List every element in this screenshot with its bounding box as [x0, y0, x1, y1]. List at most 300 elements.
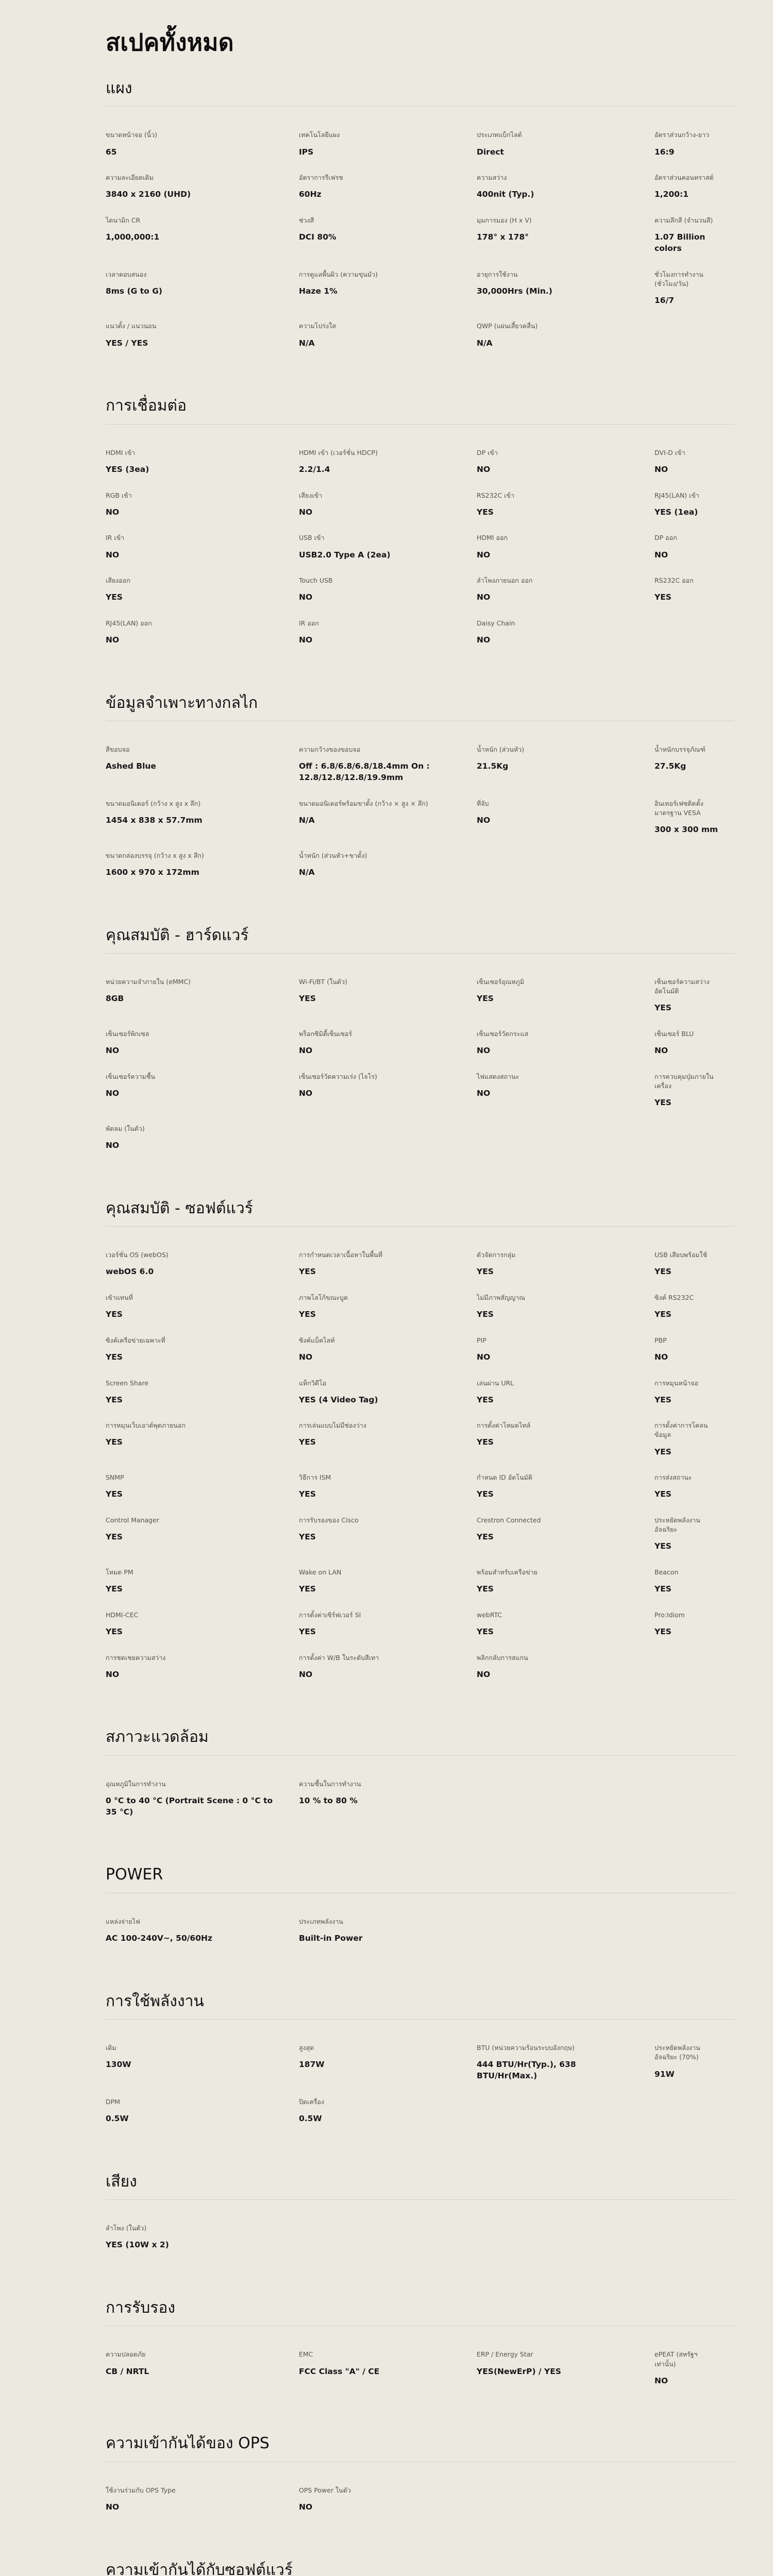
- spec-item-label: PIP: [477, 1336, 486, 1344]
- spec-grid: [106, 2224, 734, 2266]
- spec-item: [106, 216, 299, 270]
- spec-item: [477, 491, 654, 534]
- spec-item: [106, 2486, 299, 2529]
- spec-item: [477, 1568, 654, 1611]
- spec-item-value: 1.07 Billion colors: [654, 232, 705, 253]
- spec-item-label: ประหยัดพลังงานอัจฉริยะ (70%): [654, 2044, 700, 2061]
- spec-item-label: HDMI เข้า (เวอร์ชั่น HDCP): [299, 448, 378, 456]
- spec-item-label: การส่งสถานะ: [654, 1473, 692, 1482]
- spec-item-label: เซ็นเซอร์ความชื้น: [106, 1072, 155, 1080]
- spec-item-label: แหล่งจ่ายไฟ: [106, 1917, 140, 1925]
- spec-item-label: การกำหนดเวลาเนื้อหาในพื้นที่: [299, 1251, 383, 1259]
- spec-item-label: ไม่มีภาพสัญญาณ: [477, 1293, 525, 1301]
- spec-item-label: Control Manager: [106, 1516, 159, 1524]
- spec-item-value: NO: [477, 550, 491, 560]
- spec-item-label: USB เสียบพร้อมใช้: [654, 1251, 708, 1259]
- spec-item: [654, 1611, 734, 1653]
- spec-grid: [106, 448, 734, 662]
- spec-item: [477, 321, 654, 364]
- spec-item-value: NO: [299, 2502, 313, 2512]
- spec-item-label: อัตราการรีเฟรช: [299, 174, 343, 182]
- spec-item-value: NO: [477, 464, 491, 474]
- spec-item: [106, 745, 299, 799]
- spec-item-value: YES: [477, 1310, 494, 1319]
- spec-item: [654, 173, 734, 216]
- spec-item: [654, 1293, 734, 1336]
- spec-item-label: สูงสุด: [299, 2044, 314, 2052]
- spec-grid: [106, 977, 734, 1167]
- spec-item-value: YES: [299, 1584, 316, 1594]
- spec-item-label: การชดเชยความสว่าง: [106, 1653, 166, 1662]
- spec-item-value: NO: [299, 635, 313, 645]
- spec-item-value: NO: [654, 1046, 668, 1056]
- spec-item-value: YES: [106, 1395, 123, 1404]
- spec-item: [654, 1473, 734, 1516]
- spec-item: [654, 1568, 734, 1611]
- spec-item-label: น้ำหนัก (ส่วนหัว): [477, 745, 525, 754]
- spec-item: [299, 1293, 477, 1336]
- spec-item-value: YES: [654, 1447, 671, 1456]
- spec-item-label: DP ออก: [654, 534, 677, 542]
- spec-item: [299, 1780, 477, 1834]
- spec-item-label: การดูแลพื้นผิว (ความขุ่นมัว): [299, 270, 378, 278]
- spec-item-value: NO: [106, 1088, 120, 1098]
- spec-item: [299, 799, 477, 851]
- spec-item-label: พลิกกลับการสแกน: [477, 1653, 528, 1662]
- spec-item-value: NO: [477, 1088, 491, 1098]
- spec-item-value: USB2.0 Type A (2ea): [299, 550, 391, 560]
- section-divider: [106, 424, 734, 425]
- spec-item-label: หน่วยความจำภายใน (eMMC): [106, 978, 191, 986]
- spec-item-label: แท็กวิดีโอ: [299, 1379, 327, 1387]
- spec-item-label: การตั้งค่าเซิร์ฟเวอร์ SI: [299, 1611, 361, 1619]
- spec-item-value: YES: [654, 1626, 671, 1636]
- spec-item-value: NO: [477, 592, 491, 602]
- section-title: คุณสมบัติ - ซอฟต์แวร์: [106, 1199, 253, 1217]
- spec-item: [106, 1379, 299, 1421]
- spec-item-label: การรับรองของ Cisco: [299, 1516, 359, 1524]
- spec-item-label: เซ็นเซอร์วัดกระแส: [477, 1030, 529, 1038]
- spec-item-value: NO: [299, 507, 313, 517]
- spec-item: [299, 1379, 477, 1421]
- spec-sections: [106, 79, 734, 2576]
- spec-item-value: YES: [106, 1489, 123, 1499]
- spec-item-value: NO: [299, 1352, 313, 1362]
- spec-item: [106, 1917, 299, 1960]
- spec-item-label: พัดลม (ในตัว): [106, 1124, 145, 1132]
- spec-item-value: YES: [299, 1267, 316, 1277]
- spec-item-value: NO: [106, 1140, 120, 1150]
- spec-item: [654, 1250, 734, 1293]
- spec-item-value: YES(NewErP) / YES: [477, 2366, 561, 2376]
- spec-item-value: YES: [477, 1267, 494, 1277]
- spec-item-value: 444 BTU/Hr(Typ.), 638 BTU/Hr(Max.): [477, 2060, 576, 2081]
- spec-item: [654, 491, 734, 534]
- spec-item: [106, 1421, 299, 1473]
- spec-item-label: การหมุนเว็บเอาต์พุตภายนอก: [106, 1421, 186, 1430]
- spec-item: [654, 1072, 734, 1124]
- spec-item: [299, 2097, 477, 2140]
- spec-item-label: พร้อมสำหรับเครือข่าย: [477, 1568, 537, 1577]
- spec-item: [477, 977, 654, 1029]
- spec-item: [654, 745, 734, 799]
- spec-item-value: YES: [654, 592, 671, 602]
- spec-item-label: ความโปร่งใส: [299, 322, 336, 330]
- spec-item: [299, 977, 477, 1029]
- spec-item-value: YES: [106, 1437, 123, 1447]
- spec-item-value: YES: [654, 1489, 671, 1499]
- spec-item-label: เข้าแทนที่: [106, 1293, 133, 1301]
- spec-item-label: ประเภทแบ็กไลต์: [477, 131, 522, 139]
- spec-item: [106, 2097, 299, 2140]
- spec-item: [299, 1336, 477, 1379]
- spec-item-value: NO: [299, 1669, 313, 1679]
- spec-item-value: NO: [106, 550, 120, 560]
- spec-section: [106, 2172, 734, 2266]
- spec-item-label: IR ออก: [299, 619, 319, 628]
- spec-item-value: FCC Class "A" / CE: [299, 2366, 380, 2376]
- spec-item-label: การตั้งค่าโหมดไทล์: [477, 1421, 531, 1430]
- spec-item: [477, 1473, 654, 1516]
- spec-item-value: 60Hz: [299, 190, 322, 199]
- spec-item-label: น้ำหนักบรรจุภัณฑ์: [654, 745, 705, 754]
- spec-item-value: YES: [299, 994, 316, 1004]
- spec-item-label: สีขอบจอ: [106, 745, 130, 754]
- spec-item-value: YES: [654, 1310, 671, 1319]
- spec-item: [106, 977, 299, 1029]
- spec-item-value: NO: [654, 1352, 668, 1362]
- spec-item: [299, 1473, 477, 1516]
- spec-item-label: HDMI ออก: [477, 534, 508, 542]
- spec-item: [106, 533, 299, 576]
- spec-item: [299, 321, 477, 364]
- spec-item-label: ความกว้างของขอบจอ: [299, 745, 361, 754]
- spec-item-value: 91W: [654, 2069, 675, 2079]
- spec-item: [477, 1029, 654, 1072]
- spec-item-value: 8ms (G to G): [106, 286, 163, 296]
- spec-item-label: RS232C ออก: [654, 577, 694, 585]
- spec-item-value: YES (10W x 2): [106, 2240, 169, 2250]
- spec-item-label: การหมุนหน้าจอ: [654, 1379, 698, 1387]
- spec-item: [299, 1653, 477, 1696]
- spec-item: [477, 576, 654, 619]
- spec-item-value: YES: [477, 1626, 494, 1636]
- spec-item-label: อายุการใช้งาน: [477, 270, 518, 278]
- spec-item-value: YES: [654, 1395, 671, 1404]
- spec-item-value: YES: [106, 1584, 123, 1594]
- spec-item-value: YES: [654, 1584, 671, 1594]
- spec-item: [654, 1421, 734, 1473]
- spec-item-value: 8GB: [106, 994, 124, 1004]
- spec-item: [299, 576, 477, 619]
- spec-item-value: YES / YES: [106, 338, 148, 348]
- section-title: คุณสมบัติ - ฮาร์ดแวร์: [106, 926, 249, 944]
- section-title: สภาวะแวดล้อม: [106, 1728, 209, 1747]
- spec-item: [477, 1653, 654, 1696]
- spec-item-label: EMC: [299, 2350, 313, 2359]
- spec-item: [299, 851, 477, 894]
- section-title: เสียง: [106, 2172, 137, 2191]
- spec-item: [299, 745, 477, 799]
- spec-item: [299, 1516, 477, 1568]
- section-title: การใช้พลังงาน: [106, 1992, 204, 2010]
- spec-item-value: 1,000,000:1: [106, 232, 160, 242]
- spec-item-label: เซ็นเซอร์อุณหภูมิ: [477, 978, 525, 986]
- spec-item-value: 1600 x 970 x 172mm: [106, 867, 199, 877]
- spec-item-label: ลำโพง (ในตัว): [106, 2224, 147, 2232]
- spec-item: [106, 130, 299, 173]
- spec-item-label: ความละเอียดเดิม: [106, 174, 154, 182]
- spec-item-label: HDMI-CEC: [106, 1611, 139, 1619]
- spec-item-value: YES: [299, 1532, 316, 1542]
- spec-item: [477, 2043, 654, 2097]
- spec-item-value: YES: [106, 1352, 123, 1362]
- spec-item: [299, 216, 477, 270]
- spec-item-value: NO: [477, 1669, 491, 1679]
- spec-item-value: NO: [299, 1088, 313, 1098]
- spec-item-value: YES: [477, 1532, 494, 1542]
- spec-item: [106, 1473, 299, 1516]
- spec-item-label: OPS Power ในตัว: [299, 2486, 351, 2494]
- spec-item-value: Built-in Power: [299, 1934, 363, 1943]
- spec-item-label: พร็อกซิมิตี้เซ็นเซอร์: [299, 1030, 352, 1038]
- spec-item: [106, 321, 299, 364]
- spec-item: [106, 1293, 299, 1336]
- spec-item: [299, 491, 477, 534]
- spec-item-label: อินเทอร์เฟซติดตั้งมาตรฐาน VESA: [654, 799, 703, 817]
- spec-item: [654, 799, 734, 851]
- section-title: การรับรอง: [106, 2298, 176, 2317]
- spec-item: [106, 1029, 299, 1072]
- spec-item-label: ขนาดกล่องบรรจุ (กว้าง x สูง x ลึก): [106, 851, 204, 859]
- spec-item-label: ขนาดหน้าจอ (นิ้ว): [106, 131, 158, 139]
- spec-item-label: ที่จับ: [477, 799, 489, 807]
- spec-item: [299, 2043, 477, 2097]
- spec-item-value: NO: [477, 815, 491, 825]
- spec-item-value: NO: [106, 1669, 120, 1679]
- spec-item-value: YES: [477, 1489, 494, 1499]
- spec-item-value: YES: [299, 1310, 316, 1319]
- spec-item: [299, 1917, 477, 1960]
- spec-item-label: อัตราส่วนกว้าง-ยาว: [654, 131, 710, 139]
- spec-item-value: 3840 x 2160 (UHD): [106, 190, 191, 199]
- spec-item-value: YES: [106, 1310, 123, 1319]
- spec-item-value: YES: [106, 592, 123, 602]
- spec-item-label: Wi-Fi/BT (ในตัว): [299, 978, 347, 986]
- spec-item: [106, 1780, 299, 1834]
- spec-item-label: กำหนด ID อัตโนมัติ: [477, 1473, 532, 1482]
- spec-item-value: 16:9: [654, 147, 675, 157]
- spec-item: [299, 1421, 477, 1473]
- spec-item: [106, 799, 299, 851]
- spec-item-label: BTU (หน่วยความร้อนระบบอังกฤษ): [477, 2044, 575, 2052]
- spec-section: [106, 79, 734, 364]
- spec-item: [477, 619, 654, 662]
- spec-item-label: น้ำหนัก (ส่วนหัว+ขาตั้ง): [299, 851, 367, 859]
- spec-item-value: 2.2/1.4: [299, 464, 330, 474]
- spec-item: [106, 1072, 299, 1124]
- spec-item-label: เล่นผ่าน URL: [477, 1379, 514, 1387]
- spec-item-label: อัตราส่วนคอนทราสต์: [654, 174, 714, 182]
- spec-item: [299, 1072, 477, 1124]
- spec-item: [477, 1421, 654, 1473]
- spec-item: [299, 619, 477, 662]
- spec-grid: [106, 745, 734, 893]
- spec-item-label: ไฟแสดงสถานะ: [477, 1072, 519, 1080]
- section-divider: [106, 2199, 734, 2200]
- spec-item-value: 16/7: [654, 295, 675, 305]
- spec-section: [106, 1727, 734, 1833]
- spec-item-value: YES: [477, 1395, 494, 1404]
- spec-item-label: Beacon: [654, 1568, 679, 1577]
- spec-item-label: DVI-D เข้า: [654, 448, 685, 456]
- spec-item-value: 10 % to 80 %: [299, 1796, 358, 1806]
- spec-item: [477, 533, 654, 576]
- spec-item-label: ความลึกสี (จำนวนสี): [654, 216, 713, 225]
- spec-item: [106, 2224, 299, 2266]
- spec-item-label: เซ็นเซอร์ BLU: [654, 1030, 694, 1038]
- spec-item: [654, 2043, 734, 2097]
- spec-item-value: NO: [654, 464, 668, 474]
- spec-item-value: NO: [106, 507, 120, 517]
- spec-item: [299, 1568, 477, 1611]
- spec-item-value: YES: [299, 1626, 316, 1636]
- spec-item: [477, 1072, 654, 1124]
- spec-item-value: YES: [654, 1098, 671, 1108]
- spec-item-label: ขนาดมอนิเตอร์ (กว้าง x สูง x ลึก): [106, 799, 201, 807]
- spec-item-value: Haze 1%: [299, 286, 338, 296]
- spec-item-label: Wake on LAN: [299, 1568, 342, 1577]
- spec-item-value: N/A: [477, 338, 493, 348]
- section-divider: [106, 106, 734, 107]
- spec-item-value: N/A: [299, 815, 315, 825]
- spec-item-value: YES: [299, 1489, 316, 1499]
- spec-item-value: 400nit (Typ.): [477, 190, 534, 199]
- section-divider: [106, 1755, 734, 1756]
- spec-item: [654, 1379, 734, 1421]
- spec-item-label: เวอร์ชั่น OS (webOS): [106, 1251, 169, 1259]
- spec-item-value: NO: [654, 2376, 668, 2385]
- spec-item-label: ERP / Energy Star: [477, 2350, 533, 2359]
- spec-item: [299, 1029, 477, 1072]
- spec-item: [106, 1568, 299, 1611]
- section-title: แผง: [106, 79, 132, 97]
- spec-item-label: Touch USB: [299, 577, 333, 585]
- spec-item-value: Direct: [477, 147, 504, 157]
- spec-item-label: การเล่นแบบไม่มีช่องว่าง: [299, 1421, 366, 1430]
- spec-item: [299, 130, 477, 173]
- spec-item: [654, 2350, 734, 2402]
- spec-item-label: เสียงออก: [106, 577, 130, 585]
- spec-item-value: YES: [106, 1532, 123, 1542]
- spec-grid: [106, 130, 734, 364]
- spec-item-label: แนวตั้ง / แนวนอน: [106, 322, 157, 330]
- spec-item-value: NO: [299, 1046, 313, 1056]
- spec-item-value: DCI 80%: [299, 232, 337, 242]
- spec-item-label: ไดนามิก CR: [106, 216, 141, 225]
- spec-item: [654, 1029, 734, 1072]
- spec-item: [106, 2043, 299, 2097]
- spec-item-label: วิธีการ ISM: [299, 1473, 331, 1482]
- spec-item-value: YES: [106, 1626, 123, 1636]
- spec-item: [654, 216, 734, 270]
- spec-item-value: YES: [654, 1541, 671, 1551]
- spec-item-value: YES: [477, 1437, 494, 1447]
- spec-item-value: webOS 6.0: [106, 1267, 154, 1277]
- spec-item-value: NO: [106, 1046, 120, 1056]
- spec-item: [654, 270, 734, 322]
- spec-grid: [106, 1250, 734, 1696]
- spec-item-label: ซิงค์แบ็คไลท์: [299, 1336, 335, 1344]
- section-title: POWER: [106, 1866, 163, 1884]
- spec-item: [299, 2486, 477, 2529]
- spec-item-value: Ashed Blue: [106, 761, 156, 771]
- spec-item-label: เซ็นเซอร์วัดความเร่ง (ไจโร): [299, 1072, 377, 1080]
- spec-section: [106, 2561, 734, 2576]
- spec-item-value: 178° x 178°: [477, 232, 529, 242]
- spec-item-label: webRTC: [477, 1611, 502, 1619]
- spec-item: [654, 448, 734, 491]
- spec-item-value: 27.5Kg: [654, 761, 686, 771]
- spec-item: [477, 448, 654, 491]
- spec-item-label: เทคโนโลยีแผง: [299, 131, 340, 139]
- spec-item-value: YES: [654, 1003, 671, 1013]
- spec-item-value: 1454 x 838 x 57.7mm: [106, 815, 203, 825]
- spec-item: [106, 1250, 299, 1293]
- spec-item-value: NO: [299, 592, 313, 602]
- section-divider: [106, 2019, 734, 2020]
- spec-section: [106, 1199, 734, 1696]
- spec-item: [477, 799, 654, 851]
- spec-section: [106, 2298, 734, 2402]
- spec-item-value: YES: [477, 507, 494, 517]
- spec-item-value: 300 x 300 mm: [654, 825, 718, 835]
- spec-item-value: 187W: [299, 2060, 325, 2070]
- spec-item-label: Crestron Connected: [477, 1516, 541, 1524]
- spec-item-label: RS232C เข้า: [477, 491, 515, 499]
- spec-item-value: YES (4 Video Tag): [299, 1395, 378, 1404]
- spec-item-label: RJ45(LAN) ออก: [106, 619, 152, 628]
- page-title: สเปคทั้งหมด: [106, 28, 234, 56]
- spec-item-label: ขนาดมอนิเตอร์พร้อมขาตั้ง (กว้าง × สูง × ลึก): [299, 799, 428, 807]
- spec-item: [477, 173, 654, 216]
- spec-item-label: QWP (แผ่นเสี้ยวคลื่น): [477, 322, 538, 330]
- spec-item: [106, 1611, 299, 1653]
- spec-item: [477, 270, 654, 322]
- spec-item: [106, 619, 299, 662]
- spec-item-label: ปิดเครื่อง: [299, 2097, 325, 2106]
- spec-item: [299, 448, 477, 491]
- spec-item-label: เซ็นเซอร์ความสว่างอัตโนมัติ: [654, 978, 710, 995]
- spec-item-label: การตั้งค่า W/B ในระดับสีเทา: [299, 1653, 379, 1662]
- spec-item-value: AC 100-240V~, 50/60Hz: [106, 1934, 212, 1943]
- spec-item-label: เสียงเข้า: [299, 491, 323, 499]
- spec-item-label: เวลาตอบสนอง: [106, 270, 147, 278]
- spec-section: [106, 1865, 734, 1959]
- spec-item: [106, 270, 299, 322]
- spec-item-value: YES: [477, 1584, 494, 1594]
- spec-item-label: ลำโพงภายนอก ออก: [477, 577, 533, 585]
- spec-item-label: อุณหภูมิในการทำงาน: [106, 1780, 166, 1788]
- spec-item-value: 0 °C to 40 °C (Portrait Scene : 0 °C to 35 °C): [106, 1796, 273, 1817]
- section-title: ข้อมูลจำเพาะทางกลไก: [106, 693, 258, 712]
- spec-item: [477, 130, 654, 173]
- spec-item: [654, 1336, 734, 1379]
- spec-item: [477, 1611, 654, 1653]
- spec-section: [106, 396, 734, 662]
- spec-item-value: CB / NRTL: [106, 2366, 149, 2376]
- spec-item: [106, 851, 299, 894]
